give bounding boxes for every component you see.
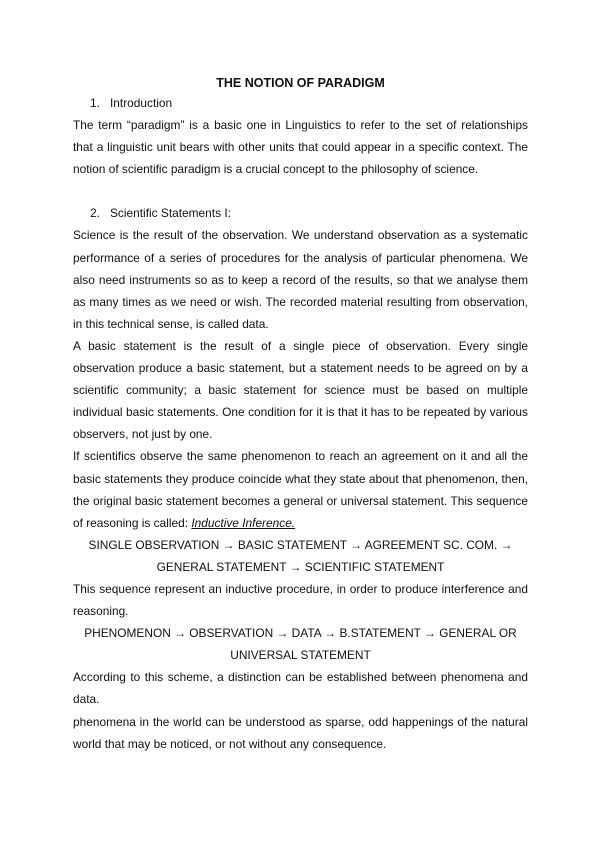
- section-gap: [73, 180, 528, 202]
- phenomenon-flow-line-1: PHENOMENON → OBSERVATION → DATA → B.STATEMENT → GENERAL OR: [84, 626, 517, 641]
- section-2-number: 2.: [90, 206, 100, 221]
- universal-statement-text: If scientifics observe the same phenomenon to reach an agreement on it and all the basic statements they produce coincide what they state about that phenomenon, then, the original basic statement becomes a general or universal statement. This sequence of reasoning is called:: [73, 449, 528, 530]
- introduction-paragraph: The term “paradigm” is a basic one in Linguistics to refer to the set of relationships that a linguistic unit bears with other units that could appear in a specific context. The notion of scientific paradigm is a crucial concept to the philosophy of science.: [73, 118, 528, 177]
- universal-statement-paragraph: [73, 445, 528, 533]
- basic-statement-paragraph: A basic statement is the result of a single piece of observation. Every single observation produce a basic statement, but a statement needs to be agreed on by a scientific community; a basic statement for science must be based on multiple individual basic statements. One condition for it is that it has to be repeated by various observers, not just by one.: [73, 338, 528, 442]
- scheme-distinction-paragraph: According to this scheme, a distinction can be established between phenomena and data.: [73, 670, 528, 707]
- inductive-flow-line-1: SINGLE OBSERVATION → BASIC STATEMENT → AGREEMENT SC. COM. →: [88, 537, 513, 552]
- section-1-number: 1.: [90, 96, 100, 110]
- section-1-heading-text: Introduction: [110, 96, 173, 110]
- phenomenon-flow-line-2: UNIVERSAL STATEMENT: [230, 648, 371, 663]
- phenomena-paragraph: phenomena in the world can be understood as sparse, odd happenings of the natural world that may be noticed, or not without any consequence.: [73, 714, 528, 751]
- inductive-inference-term: Inductive Inference.: [191, 515, 296, 530]
- document-title: THE NOTION OF PARADIGM: [216, 76, 385, 90]
- section-2-heading-text: Scientific Statements I:: [110, 206, 231, 221]
- section-1-heading: [73, 92, 528, 114]
- science-paragraph: Science is the result of the observation. We understand observation as a systematic performance of a series of procedures for the analysis of particular phenomena. We also need instruments so as to keep a record of the results, so that we analyse them as many times as we need or wish. The recorded material resulting from observation, in this technical sense, is called data.: [73, 228, 528, 331]
- section-2-heading: [73, 202, 528, 224]
- document-page: [73, 74, 528, 755]
- inductive-procedure-paragraph: This sequence represent an inductive procedure, in order to produce interference and reasoning.: [73, 581, 528, 619]
- inductive-flow-line-2: GENERAL STATEMENT → SCIENTIFIC STATEMENT: [156, 559, 445, 574]
